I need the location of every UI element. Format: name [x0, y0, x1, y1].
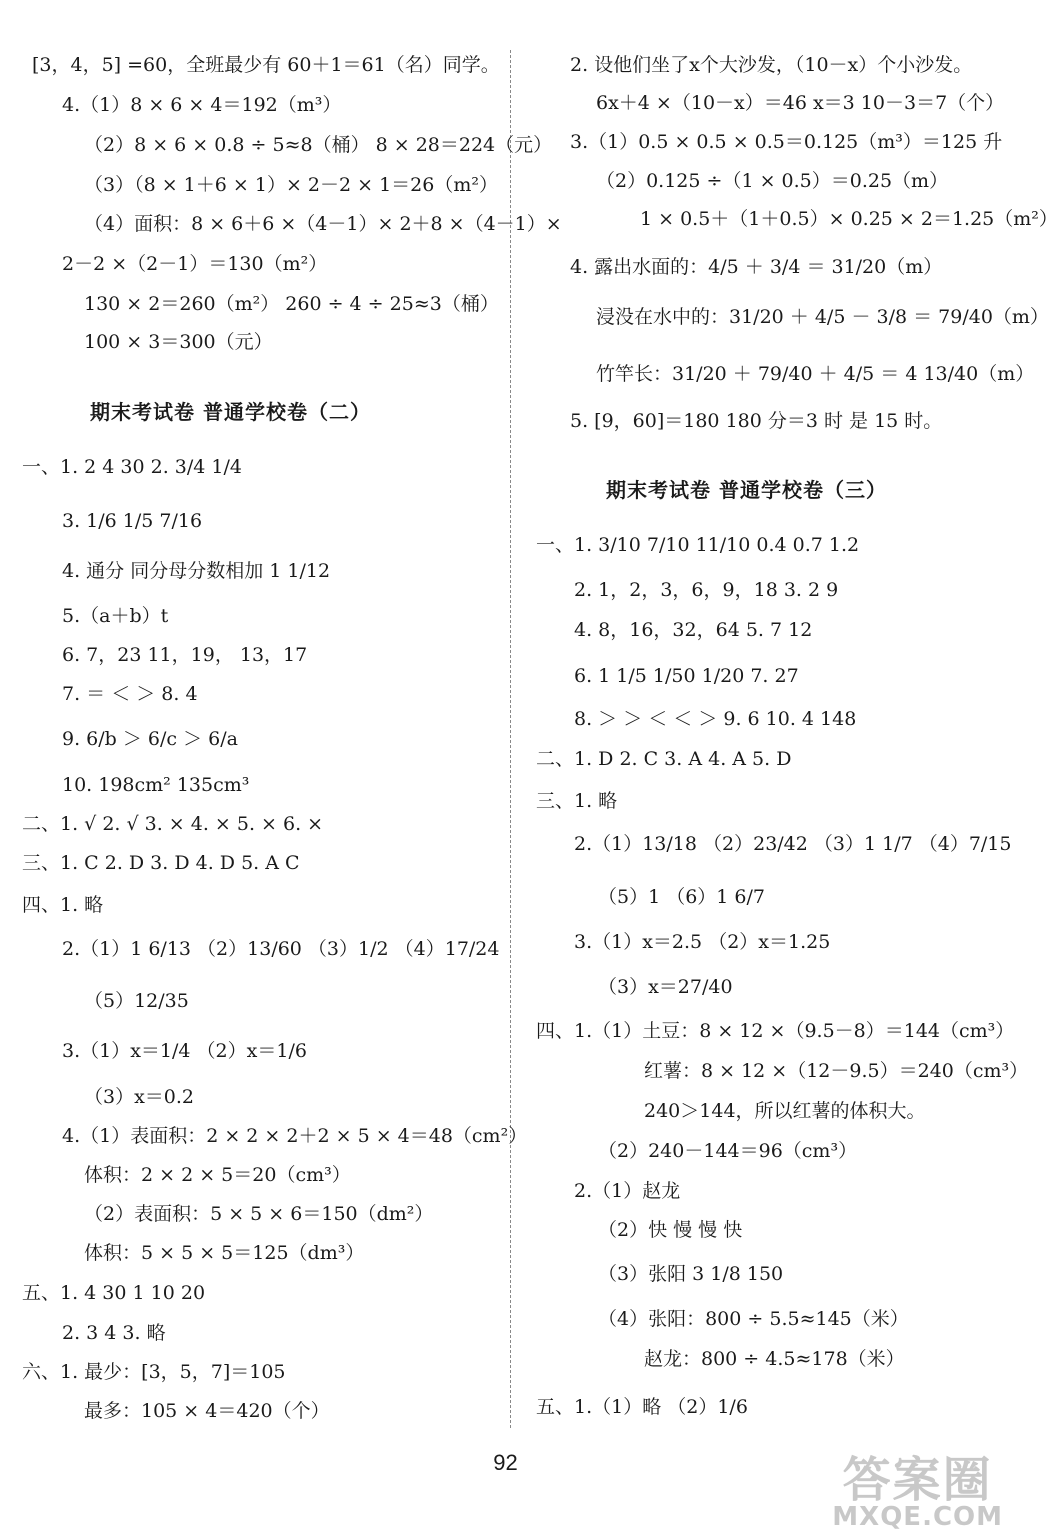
s1-q10: 10. 198cm² 135cm³ — [62, 774, 250, 796]
page-number: 92 — [493, 1450, 518, 1475]
s5-q1: 五、1. 4 30 1 10 20 — [22, 1282, 206, 1304]
s4-q2: 2.（1）1 6/13 （2）13/60 （3）1/2 （4）17/24 — [62, 938, 500, 960]
watermark-logo — [832, 1452, 1003, 1532]
right-line-4: （2）0.125 ÷（1 × 0.5）＝0.25（m） — [596, 170, 949, 192]
left-line-2: 4.（1）8 × 6 × 4＝192（m³） — [62, 94, 342, 116]
left-line-7: 130 × 2＝260（m²） 260 ÷ 4 ÷ 25≈3（桶） — [84, 293, 499, 315]
s1-q1: 一、1. 2 4 30 2. 3/4 1/4 — [22, 456, 243, 478]
s4-q3: 3.（1）x＝1/4 （2）x＝1/6 — [62, 1040, 307, 1062]
t4-q2b: （2）快 慢 慢 快 — [598, 1219, 743, 1241]
watermark-text: 答案圈 — [842, 1452, 993, 1508]
s4-q3b: （3）x＝0.2 — [84, 1086, 195, 1108]
t2-answers: 二、1. D 2. C 3. A 4. A 5. D — [536, 748, 792, 770]
t1-q6: 6. 1 1/5 1/50 1/20 7. 27 — [574, 665, 799, 687]
right-line-2: 6x＋4 ×（10－x）＝46 x＝3 10－3＝7（个） — [596, 92, 1005, 114]
watermark-url: MXQE.COM — [832, 1502, 1003, 1532]
left-line-1: [3，4，5] =60，全班最少有 60＋1＝61（名）同学。 — [32, 54, 500, 76]
s1-q9: 9. 6/b ＞ 6/c ＞ 6/a — [62, 728, 238, 750]
t1-q1: 一、1. 3/10 7/10 11/10 0.4 0.7 1.2 — [536, 534, 860, 556]
s4-q4d: 体积：5 × 5 × 5＝125（dm³） — [84, 1242, 365, 1264]
right-line-5: 1 × 0.5＋（1＋0.5）× 0.25 × 2＝1.25（m²） — [640, 208, 1058, 230]
t4-q2c: （3）张阳 3 1/8 150 — [598, 1263, 784, 1285]
t4-q1d: （2）240－144＝96（cm³） — [598, 1140, 858, 1162]
t4-q1b: 红薯：8 × 12 ×（12－9.5）＝240（cm³） — [644, 1060, 1029, 1082]
section-heading-3: 期末考试卷 普通学校卷（三） — [606, 478, 887, 502]
section-heading-2: 期末考试卷 普通学校卷（二） — [90, 400, 371, 424]
right-line-8: 竹竿长：31/20 ＋ 79/40 ＋ 4/5 ＝ 4 13/40（m） — [596, 363, 1035, 385]
column-divider — [510, 50, 511, 1428]
t1-q8: 8. ＞ ＞ ＜ ＜ ＞ 9. 6 10. 4 148 — [574, 708, 857, 730]
right-line-9: 5. [9，60]＝180 180 分＝3 时 是 15 时。 — [570, 410, 943, 432]
t4-q1: 四、1.（1）土豆：8 × 12 ×（9.5－8）＝144（cm³） — [536, 1020, 1015, 1042]
s1-q6: 6. 7，23 11，19， 13，17 — [62, 644, 308, 666]
t4-q2e: 赵龙：800 ÷ 4.5≈178（米） — [644, 1348, 905, 1370]
s1-q7: 7. ＝ ＜ ＞ 8. 4 — [62, 683, 198, 705]
s6-q1: 六、1. 最少：[3，5，7]＝105 — [22, 1361, 286, 1383]
t5-q1: 五、1.（1）略 （2）1/6 — [536, 1396, 748, 1418]
right-line-3: 3.（1）0.5 × 0.5 × 0.5＝0.125（m³）＝125 升 — [570, 131, 1003, 153]
t3-q2: 2.（1）13/18 （2）23/42 （3）1 1/7 （4）7/15 — [574, 833, 1012, 855]
s2-answers: 二、1. √ 2. √ 3. × 4. × 5. × 6. × — [22, 813, 324, 835]
right-line-7: 浸没在水中的：31/20 ＋ 4/5 － 3/8 ＝ 79/40（m） — [596, 306, 1049, 328]
s3-answers: 三、1. C 2. D 3. D 4. D 5. A C — [22, 852, 300, 874]
s4-q2b: （5）12/35 — [84, 990, 189, 1012]
t3-q3b: （3）x＝27/40 — [598, 976, 733, 998]
s4-q4: 4.（1）表面积：2 × 2 × 2＋2 × 5 × 4＝48（cm²） — [62, 1125, 528, 1147]
t3-q3: 3.（1）x＝2.5 （2）x＝1.25 — [574, 931, 831, 953]
left-line-8: 100 × 3＝300（元） — [84, 331, 273, 353]
left-line-6: 2－2 ×（2－1）＝130（m²） — [62, 253, 328, 275]
t3-q1: 三、1. 略 — [536, 790, 618, 812]
right-line-6: 4. 露出水面的：4/5 ＋ 3/4 ＝ 31/20（m） — [570, 256, 943, 278]
s1-q5: 5.（a＋b）t — [62, 605, 169, 627]
left-line-5: （4）面积：8 × 6＋6 ×（4－1）× 2＋8 ×（4－1）× — [84, 213, 562, 235]
t1-q4: 4. 8，16，32，64 5. 7 12 — [574, 619, 813, 641]
s5-q2: 2. 3 4 3. 略 — [62, 1322, 166, 1344]
t4-q1c: 240＞144，所以红薯的体积大。 — [644, 1100, 926, 1122]
right-line-1: 2. 设他们坐了x个大沙发，（10－x）个小沙发。 — [570, 54, 973, 76]
t4-q2d: （4）张阳：800 ÷ 5.5≈145（米） — [598, 1308, 909, 1330]
t3-q2b: （5）1 （6）1 6/7 — [598, 886, 766, 908]
s4-q4b: 体积：2 × 2 × 5＝20（cm³） — [84, 1164, 351, 1186]
left-line-3: （2）8 × 6 × 0.8 ÷ 5≈8（桶） 8 × 28＝224（元） — [84, 134, 553, 156]
s4-q4c: （2）表面积：5 × 5 × 6＝150（dm²） — [84, 1203, 434, 1225]
s1-q3: 3. 1/6 1/5 7/16 — [62, 510, 203, 532]
left-line-4: （3）（8 × 1＋6 × 1）× 2－2 × 1＝26（m²） — [84, 174, 498, 196]
s6-q1b: 最多：105 × 4＝420（个） — [84, 1400, 330, 1422]
t4-q2: 2.（1）赵龙 — [574, 1180, 681, 1202]
s4-q1: 四、1. 略 — [22, 894, 104, 916]
t1-q2: 2. 1，2，3，6，9，18 3. 2 9 — [574, 579, 839, 601]
s1-q4: 4. 通分 同分母分数相加 1 1/12 — [62, 560, 331, 582]
